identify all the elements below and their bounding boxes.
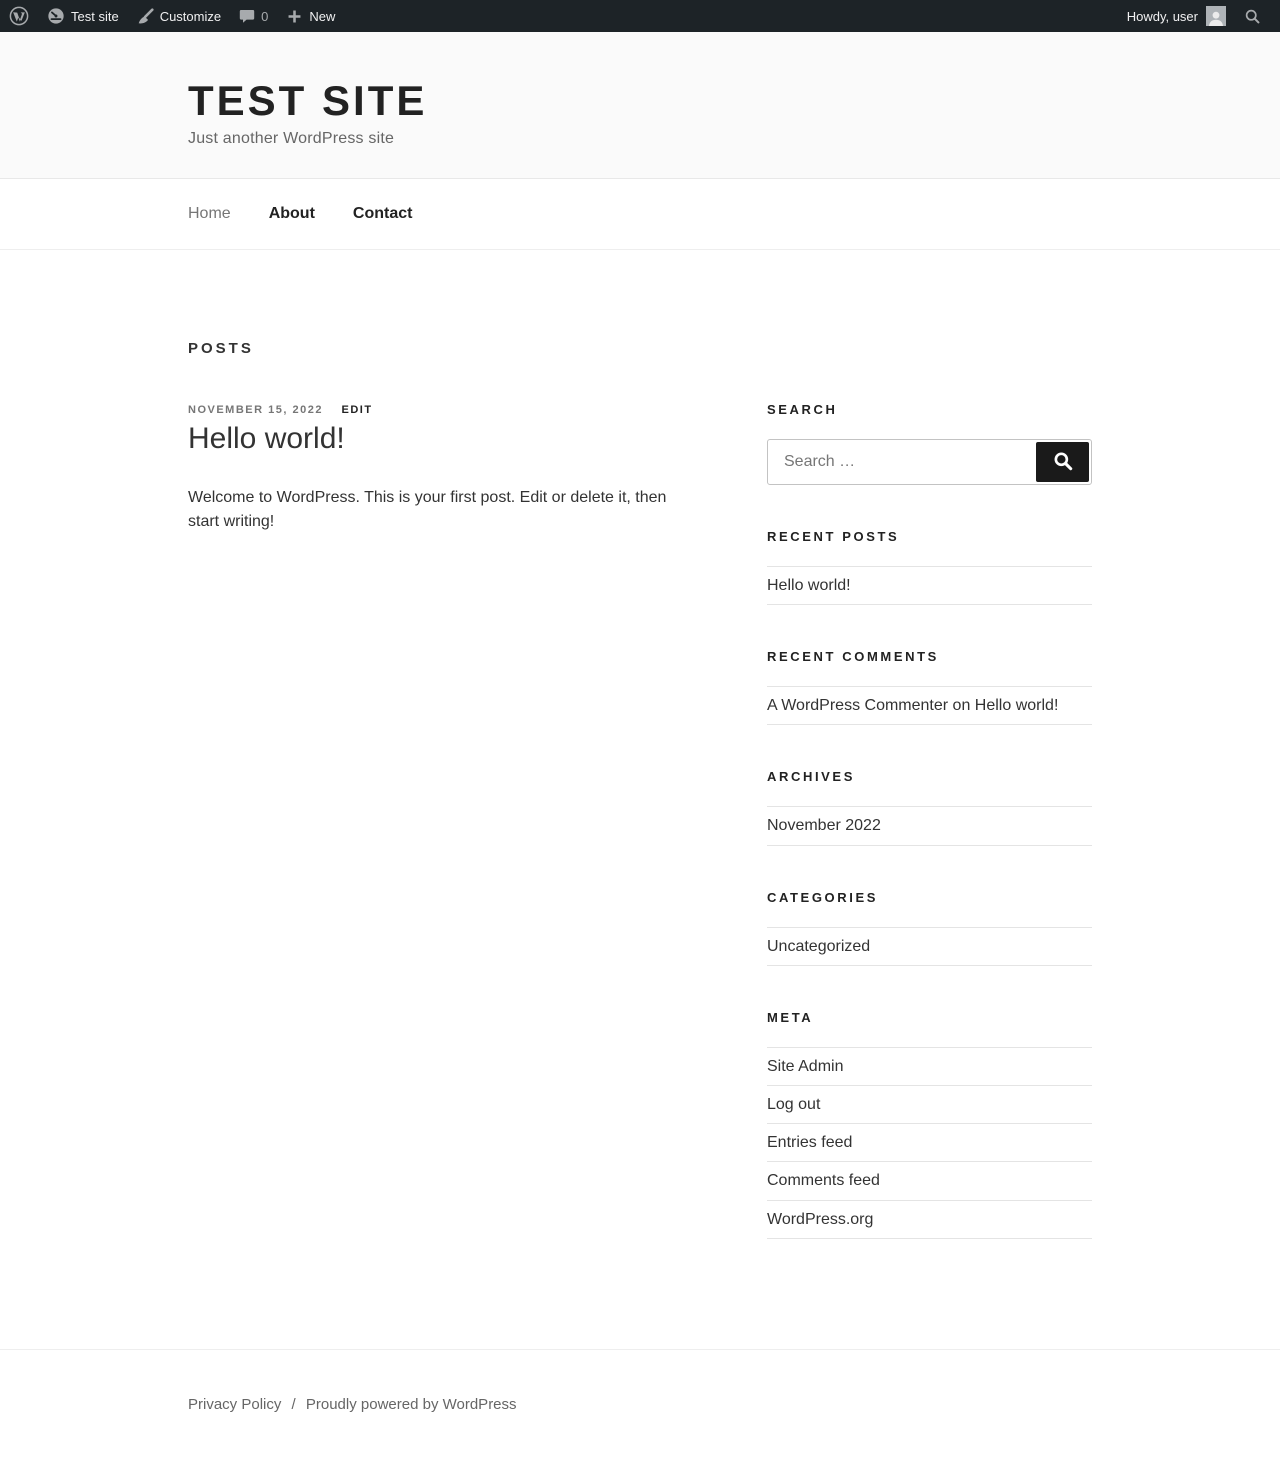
meta-title: META (767, 1009, 814, 1025)
new-label: New (309, 8, 336, 24)
widget-archives (767, 769, 1092, 845)
comments-bubble-icon (239, 8, 255, 24)
post-title (188, 420, 698, 458)
search-icon (1244, 8, 1261, 25)
recent-comments-title: RECENT COMMENTS (767, 649, 939, 665)
admin-bar-right (1118, 0, 1270, 32)
customize-button[interactable] (128, 0, 230, 32)
meta-link-site-admin[interactable]: Site Admin (767, 1057, 844, 1075)
meta-link-wordpress-org[interactable]: WordPress.org (767, 1210, 874, 1228)
nav-item-about[interactable]: About (268, 205, 315, 222)
footer-separator: / (291, 1395, 296, 1413)
widget-search (767, 402, 1092, 485)
category-link[interactable]: Uncategorized (767, 937, 871, 955)
wordpress-logo-icon (9, 6, 29, 26)
customize-brush-icon (137, 8, 154, 25)
nav-item-home[interactable]: Home (188, 205, 231, 222)
post-date-link[interactable]: NOVEMBER 15, 2022 (188, 404, 323, 416)
list-item (767, 1086, 1092, 1124)
list-item (767, 1124, 1092, 1162)
comments-count: 0 (261, 8, 269, 24)
search-icon (1052, 450, 1074, 475)
privacy-policy-link[interactable]: Privacy Policy (188, 1395, 282, 1413)
meta-link-log-out[interactable]: Log out (767, 1095, 821, 1113)
recent-posts-title: RECENT POSTS (767, 529, 900, 544)
comment-author-link[interactable]: A WordPress Commenter (767, 697, 949, 715)
search-form (767, 439, 1092, 485)
site-title (188, 77, 1092, 124)
comment-connector: on (952, 697, 971, 715)
list-item (767, 1201, 1092, 1239)
my-account-button[interactable] (1118, 0, 1235, 32)
howdy-label: Howdy, user (1126, 8, 1198, 24)
list-item (767, 1048, 1092, 1086)
meta-link-entries-feed[interactable]: Entries feed (767, 1134, 853, 1152)
new-content-button[interactable] (277, 0, 344, 32)
post-body: Welcome to WordPress. This is your first post. Edit or delete it, then start writing! (188, 488, 667, 530)
meta-link-comments-feed[interactable]: Comments feed (767, 1172, 880, 1190)
nav-item-contact[interactable]: Contact (352, 205, 413, 222)
widget-recent-posts (767, 529, 1092, 605)
site-tagline: Just another WordPress site (188, 130, 395, 147)
search-submit-button[interactable] (1036, 442, 1089, 482)
categories-title: CATEGORIES (767, 889, 878, 905)
site-title-link[interactable]: TEST SITE (188, 77, 428, 124)
site-name-label: Test site (71, 8, 119, 24)
search-input[interactable] (768, 440, 1034, 484)
post-article (188, 404, 698, 534)
widget-meta (767, 1010, 1092, 1239)
comments-button[interactable] (230, 0, 277, 32)
site-footer (0, 1349, 1280, 1471)
widget-recent-comments (767, 649, 1092, 725)
page-title: POSTS (188, 340, 254, 357)
list-item (767, 1162, 1092, 1200)
avatar (1206, 6, 1226, 26)
powered-by-link[interactable]: Proudly powered by WordPress (305, 1395, 517, 1413)
post-meta (188, 404, 698, 416)
archives-title: ARCHIVES (767, 769, 855, 785)
search-widget-title: SEARCH (767, 402, 838, 417)
plus-icon (286, 8, 303, 25)
post-title-link[interactable]: Hello world! (188, 422, 345, 455)
site-content (188, 250, 1092, 1349)
archive-link[interactable]: November 2022 (767, 817, 881, 835)
main-nav (0, 179, 1280, 250)
site-header (0, 32, 1280, 179)
list-item (767, 807, 1092, 845)
dashboard-gauge-icon (47, 7, 65, 25)
list-item (767, 567, 1092, 605)
sidebar (767, 402, 1092, 1239)
main-column (188, 340, 698, 534)
comment-post-link[interactable]: Hello world! (974, 697, 1059, 715)
widget-categories (767, 890, 1092, 966)
site-name-button[interactable] (38, 0, 128, 32)
admin-bar (0, 0, 1280, 32)
list-item (767, 928, 1092, 966)
adminbar-search-button[interactable] (1235, 0, 1270, 32)
list-item (767, 687, 1092, 725)
customize-label: Customize (159, 8, 222, 24)
admin-bar-left (0, 0, 344, 32)
post-edit-link[interactable]: EDIT (341, 404, 373, 416)
recent-post-link[interactable]: Hello world! (767, 577, 851, 594)
wp-logo-button[interactable] (0, 0, 38, 32)
